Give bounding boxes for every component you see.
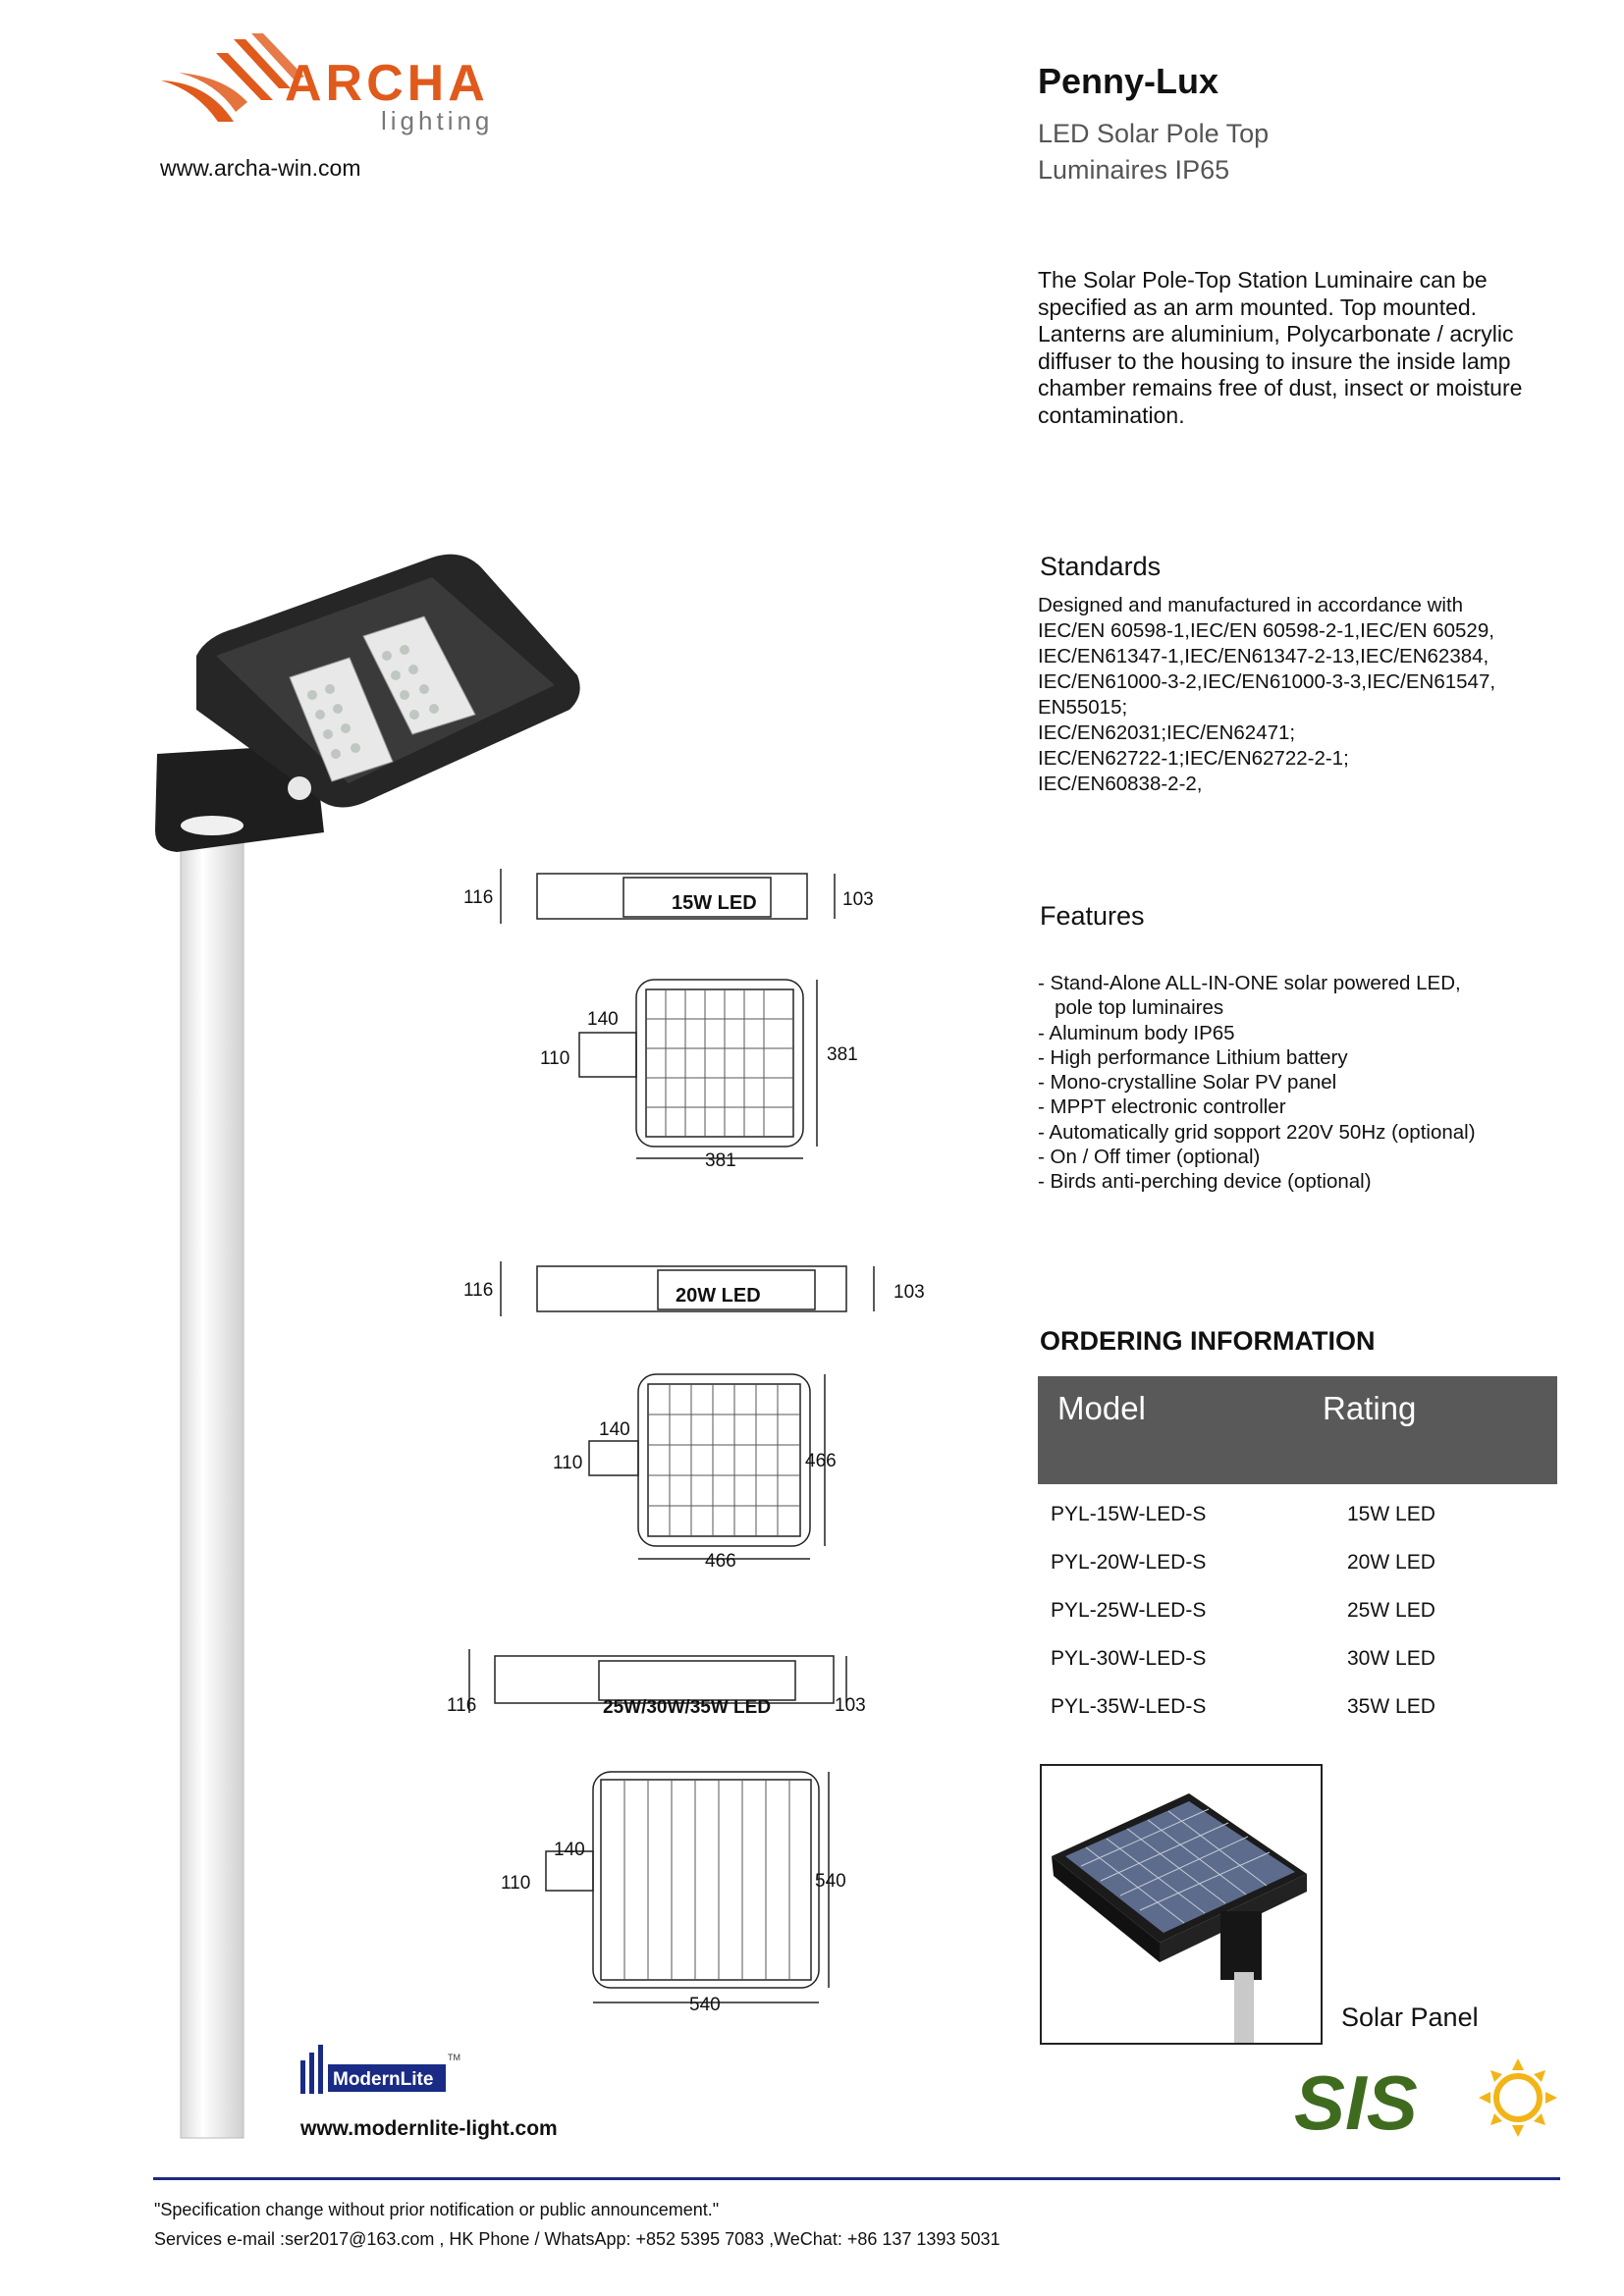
feature-item: - Automatically grid sopport 220V 50Hz (optional) bbox=[1038, 1120, 1476, 1144]
rating-cell: 30W LED bbox=[1347, 1647, 1435, 1670]
archa-logo bbox=[157, 33, 520, 141]
rating-cell: 15W LED bbox=[1347, 1503, 1435, 1525]
rating-cell: 20W LED bbox=[1347, 1551, 1435, 1574]
feature-item: pole top luminaires bbox=[1038, 996, 1224, 1020]
model-cell: PYL-30W-LED-S bbox=[1051, 1647, 1207, 1670]
footer-contact: Services e-mail :ser2017@163.com , HK Phone / WhatsApp: +852 5395 7083 ,WeChat: +86 137 1393 5031 bbox=[154, 2229, 1001, 2249]
standards-line: IEC/EN61347-1,IEC/EN61347-2-13,IEC/EN62384, bbox=[1038, 645, 1489, 667]
drawing1-label: 15W LED bbox=[672, 892, 757, 914]
drawing2-h-left: 116 bbox=[463, 1280, 494, 1301]
sis-name: SIS bbox=[1294, 2059, 1418, 2146]
feature-item: - Aluminum body IP65 bbox=[1038, 1021, 1235, 1044]
dimension-drawings bbox=[447, 854, 952, 2032]
drawing2-label: 20W LED bbox=[676, 1285, 761, 1307]
subtitle-line1: LED Solar Pole Top bbox=[1038, 119, 1270, 148]
drawing1-arm-w: 140 bbox=[587, 1009, 619, 1030]
model-cell: PYL-15W-LED-S bbox=[1051, 1503, 1207, 1525]
modernlite-bars-icon bbox=[300, 2045, 323, 2094]
model-cell: PYL-25W-LED-S bbox=[1051, 1599, 1207, 1622]
archa-swoosh-icon bbox=[161, 33, 304, 122]
drawing3-h-right: 103 bbox=[835, 1695, 866, 1716]
drawing1-h-right: 103 bbox=[842, 889, 874, 910]
footer-note: "Specification change without prior notification or public announcement." bbox=[154, 2200, 720, 2219]
subtitle-line2: Luminaires IP65 bbox=[1038, 155, 1230, 185]
ordering-table-header bbox=[1038, 1376, 1557, 1484]
col-rating-header: Rating bbox=[1323, 1390, 1417, 1426]
feature-item: - Birds anti-perching device (optional) bbox=[1038, 1170, 1372, 1194]
modernlite-logo bbox=[300, 2039, 497, 2098]
ordering-heading: ORDERING INFORMATION bbox=[1040, 1326, 1376, 1356]
solar-panel-caption: Solar Panel bbox=[1341, 2002, 1479, 2032]
sis-logo bbox=[1286, 2039, 1571, 2147]
drawing2-arm-w: 140 bbox=[599, 1419, 630, 1440]
drawing3-label: 25W/30W/35W LED bbox=[603, 1697, 772, 1718]
model-cell: PYL-20W-LED-S bbox=[1051, 1551, 1207, 1574]
feature-item: - On / Off timer (optional) bbox=[1038, 1146, 1261, 1169]
feature-item: - Stand-Alone ALL-IN-ONE solar powered LED, bbox=[1038, 972, 1461, 994]
modernlite-url[interactable]: www.modernlite-light.com bbox=[300, 2117, 558, 2140]
drawing3-arm-h: 110 bbox=[501, 1873, 531, 1894]
model-cell: PYL-35W-LED-S bbox=[1051, 1695, 1207, 1718]
drawing3-size-h: 540 bbox=[815, 1871, 846, 1892]
standards-heading: Standards bbox=[1040, 552, 1162, 581]
standards-line: IEC/EN 60598-1,IEC/EN 60598-2-1,IEC/EN 60529, bbox=[1038, 619, 1494, 642]
standards-line: Designed and manufactured in accordance with bbox=[1038, 594, 1464, 616]
sun-icon bbox=[1479, 2058, 1557, 2137]
drawing3-size-w: 540 bbox=[689, 1995, 721, 2015]
col-model-header: Model bbox=[1057, 1390, 1146, 1426]
standards-line: IEC/EN61000-3-2,IEC/EN61000-3-3,IEC/EN61547, bbox=[1038, 670, 1496, 693]
brand-sub: lighting bbox=[381, 106, 494, 135]
standards-line: IEC/EN62722-1;IEC/EN62722-2-1; bbox=[1038, 747, 1349, 770]
footer-divider bbox=[153, 2177, 1560, 2180]
drawing3-h-left: 116 bbox=[447, 1695, 477, 1716]
drawing1-h-left: 116 bbox=[463, 887, 494, 908]
drawing2-arm-h: 110 bbox=[553, 1453, 583, 1473]
drawing3-arm-w: 140 bbox=[554, 1840, 585, 1860]
rating-cell: 25W LED bbox=[1347, 1599, 1435, 1622]
drawing2-size-h: 466 bbox=[805, 1451, 837, 1471]
drawing2-h-right: 103 bbox=[893, 1282, 925, 1303]
rating-cell: 35W LED bbox=[1347, 1695, 1435, 1718]
standards-line: EN55015; bbox=[1038, 696, 1128, 719]
standards-line: IEC/EN62031;IEC/EN62471; bbox=[1038, 721, 1296, 744]
drawing1-size-w: 381 bbox=[705, 1150, 736, 1171]
brand-url[interactable]: www.archa-win.com bbox=[160, 155, 361, 181]
solar-panel-photo bbox=[1040, 1764, 1323, 2045]
features-heading: Features bbox=[1040, 901, 1145, 931]
product-title: Penny-Lux bbox=[1038, 61, 1219, 101]
drawing1-size-h: 381 bbox=[827, 1044, 858, 1065]
standards-line: IEC/EN60838-2-2, bbox=[1038, 773, 1203, 795]
product-description: The Solar Pole-Top Station Luminaire can be specified as an arm mounted. Top mounted. Lanterns are aluminium, Polycarbonate / acrylic diffuser to the housing to insure the inside lamp chamber remains free of dust, insect or moisture contamination. bbox=[1038, 267, 1523, 428]
svg-text:TM: TM bbox=[448, 2053, 460, 2062]
feature-item: - Mono-crystalline Solar PV panel bbox=[1038, 1071, 1337, 1095]
features-list bbox=[1038, 971, 1476, 1195]
brand-name: ARCHA bbox=[285, 55, 489, 112]
drawing2-size-w: 466 bbox=[705, 1551, 736, 1572]
standards-list bbox=[1038, 593, 1568, 797]
modernlite-name: ModernLite bbox=[333, 2069, 434, 2090]
drawing1-arm-h: 110 bbox=[540, 1048, 570, 1069]
feature-item: - MPPT electronic controller bbox=[1038, 1095, 1286, 1119]
feature-item: - High performance Lithium battery bbox=[1038, 1045, 1348, 1069]
